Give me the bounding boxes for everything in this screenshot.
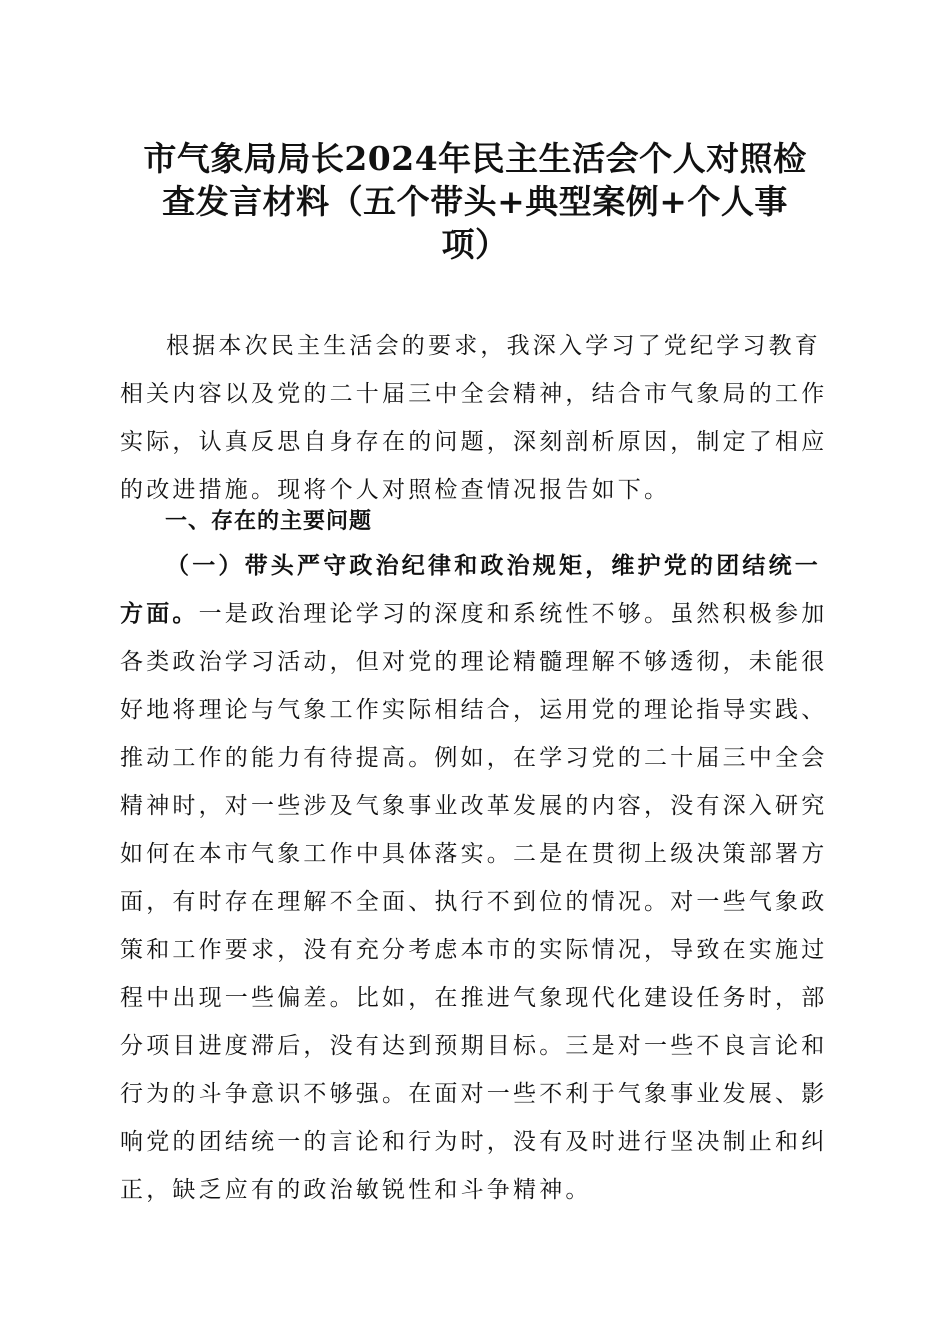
section-1-paragraph [120, 542, 830, 1214]
text-line: 分项目进度滞后，没有达到预期目标。三是对一些不良言论和 [120, 1033, 828, 1059]
text-line: 的改进措施。现将个人对照检查情况报告如下。 [120, 477, 671, 503]
text-line: 如何在本市气象工作中具体落实。二是在贯彻上级决策部署方 [120, 841, 828, 867]
text-line: 行为的斗争意识不够强。在面对一些不利于气象事业发展、影 [120, 1081, 828, 1107]
text-line: 各类政治学习活动，但对党的理论精髓理解不够透彻，未能很 [120, 649, 828, 675]
text-line: 正，缺乏应有的政治敏锐性和斗争精神。 [120, 1177, 592, 1203]
text-line [120, 590, 830, 638]
subheading-line: （一）带头严守政治纪律和政治规矩，维护党的团结统一 [166, 552, 821, 579]
text-line: 精神时，对一些涉及气象事业改革发展的内容，没有深入研究 [120, 793, 828, 819]
document-title [120, 137, 830, 266]
intro-paragraph [120, 322, 830, 514]
text-line: 好地将理论与气象工作实际相结合，运用党的理论指导实践、 [120, 697, 828, 723]
text-line: 面，有时存在理解不全面、执行不到位的情况。对一些气象政 [120, 889, 828, 915]
title-line: 查发言材料（五个带头+典型案例+个人事 [162, 182, 788, 221]
text-line: 实际，认真反思自身存在的问题，深刻剖析原因，制定了相应 [120, 429, 828, 455]
title-line: 项） [441, 225, 509, 264]
section-heading: 一、存在的主要问题 [165, 509, 373, 534]
subheading-tail: 方面。 [120, 600, 199, 627]
text-line: 策和工作要求，没有充分考虑本市的实际情况，导致在实施过 [120, 937, 828, 963]
title-line: 市气象局局长2024年民主生活会个人对照检 [143, 139, 807, 178]
text-line: 根据本次民主生活会的要求，我深入学习了党纪学习教育 [166, 333, 821, 359]
text-run: 一是政治理论学习的深度和系统性不够。虽然积极参加 [198, 601, 828, 627]
text-line: 相关内容以及党的二十届三中全会精神，结合市气象局的工作 [120, 381, 828, 407]
text-line: 响党的团结统一的言论和行为时，没有及时进行坚决制止和纠 [120, 1129, 828, 1155]
text-line: 推动工作的能力有待提高。例如，在学习党的二十届三中全会 [120, 745, 828, 771]
text-line: 程中出现一些偏差。比如，在推进气象现代化建设任务时，部 [120, 985, 828, 1011]
